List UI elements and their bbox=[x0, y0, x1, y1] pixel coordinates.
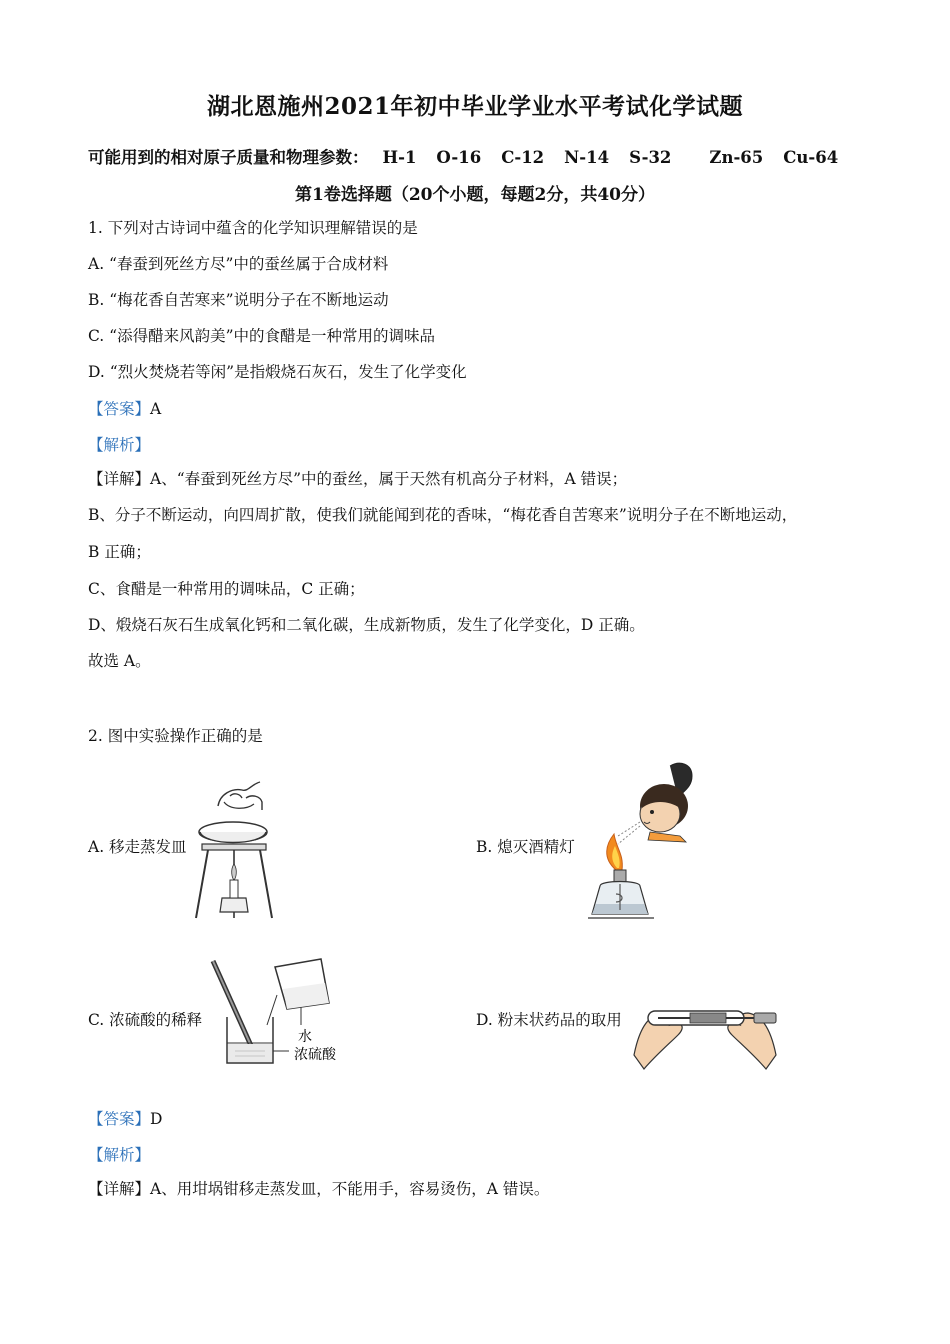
answer-value: D bbox=[150, 1110, 163, 1128]
q1-stem: 1. 下列对古诗词中蕴含的化学知识理解错误的是 bbox=[88, 219, 418, 237]
section-heading: 第1卷选择题（20个小题，每题2分，共40分） bbox=[295, 185, 655, 205]
answer-value: A bbox=[150, 400, 162, 418]
detail-text: A、“春蚕到死丝方尽”中的蚕丝，属于天然有机高分子材料，A 错误； bbox=[150, 470, 628, 488]
param-o: O-16 bbox=[436, 148, 482, 167]
detail-tag: 【详解】 bbox=[88, 470, 151, 488]
page-title: 湖北恩施州2021年初中毕业学业水平考试化学试题 bbox=[206, 93, 743, 120]
figure-powder-transfer bbox=[630, 995, 780, 1070]
q1-option-b: B. “梅花香自苦寒来”说明分子在不断地运动 bbox=[88, 291, 389, 309]
detail-tag: 【详解】 bbox=[88, 1180, 151, 1198]
q1-detail-b: B、分子不断运动，向四周扩散，使我们就能闻到花的香味，“梅花香自苦寒来”说明分子在不断地运动， bbox=[88, 506, 798, 524]
q2-analysis-tag: 【解析】 bbox=[88, 1146, 151, 1164]
q2-option-c: C. 浓硫酸的稀释 bbox=[88, 1011, 203, 1029]
q2-stem: 2. 图中实验操作正确的是 bbox=[88, 727, 263, 745]
q1-option-d: D. “烈火焚烧若等闲”是指煅烧石灰石，发生了化学变化 bbox=[88, 363, 467, 381]
q2-option-d: D. 粉末状药品的取用 bbox=[476, 1011, 622, 1029]
q2-option-a: A. 移走蒸发皿 bbox=[88, 838, 187, 856]
q1-analysis-tag: 【解析】 bbox=[88, 436, 151, 454]
answer-tag: 【答案】 bbox=[88, 1110, 151, 1128]
params-label: 可能用到的相对原子质量和物理参数： bbox=[88, 148, 369, 167]
figure-alcohol-lamp bbox=[588, 758, 698, 923]
param-c: C-12 bbox=[501, 148, 545, 167]
param-n: N-14 bbox=[564, 148, 610, 167]
param-cu: Cu-64 bbox=[783, 148, 839, 167]
param-s: S-32 bbox=[629, 148, 672, 167]
atomic-mass-params bbox=[88, 144, 838, 168]
q1-detail-a bbox=[88, 467, 627, 489]
q1-answer bbox=[88, 397, 161, 419]
q2-option-b: B. 熄灭酒精灯 bbox=[476, 838, 575, 856]
q2-detail-a bbox=[88, 1177, 549, 1199]
q1-conclusion: 故选 A。 bbox=[88, 652, 151, 670]
label-water: 水 bbox=[298, 1029, 312, 1045]
q2-answer bbox=[88, 1107, 162, 1129]
figure-acid-dilution bbox=[205, 955, 355, 1070]
answer-tag: 【答案】 bbox=[88, 400, 151, 418]
label-conc-sulfuric-acid: 浓硫酸 bbox=[294, 1047, 336, 1063]
figure-evaporating-dish bbox=[190, 780, 280, 922]
q1-option-a: A. “春蚕到死丝方尽”中的蚕丝属于合成材料 bbox=[88, 255, 389, 273]
q1-option-c: C. “添得醋来风韵美”中的食醋是一种常用的调味品 bbox=[88, 327, 436, 345]
detail-text: A、用坩埚钳移走蒸发皿，不能用手，容易烫伤，A 错误。 bbox=[150, 1180, 550, 1198]
param-h: H-1 bbox=[382, 148, 417, 167]
q1-detail-c: C、食醋是一种常用的调味品，C 正确； bbox=[88, 580, 365, 598]
param-zn: Zn-65 bbox=[709, 148, 764, 167]
q1-detail-d: D、煅烧石灰石生成氧化钙和二氧化碳，生成新物质，发生了化学变化，D 正确。 bbox=[88, 616, 645, 634]
q1-detail-b-cont: B 正确； bbox=[88, 543, 151, 561]
